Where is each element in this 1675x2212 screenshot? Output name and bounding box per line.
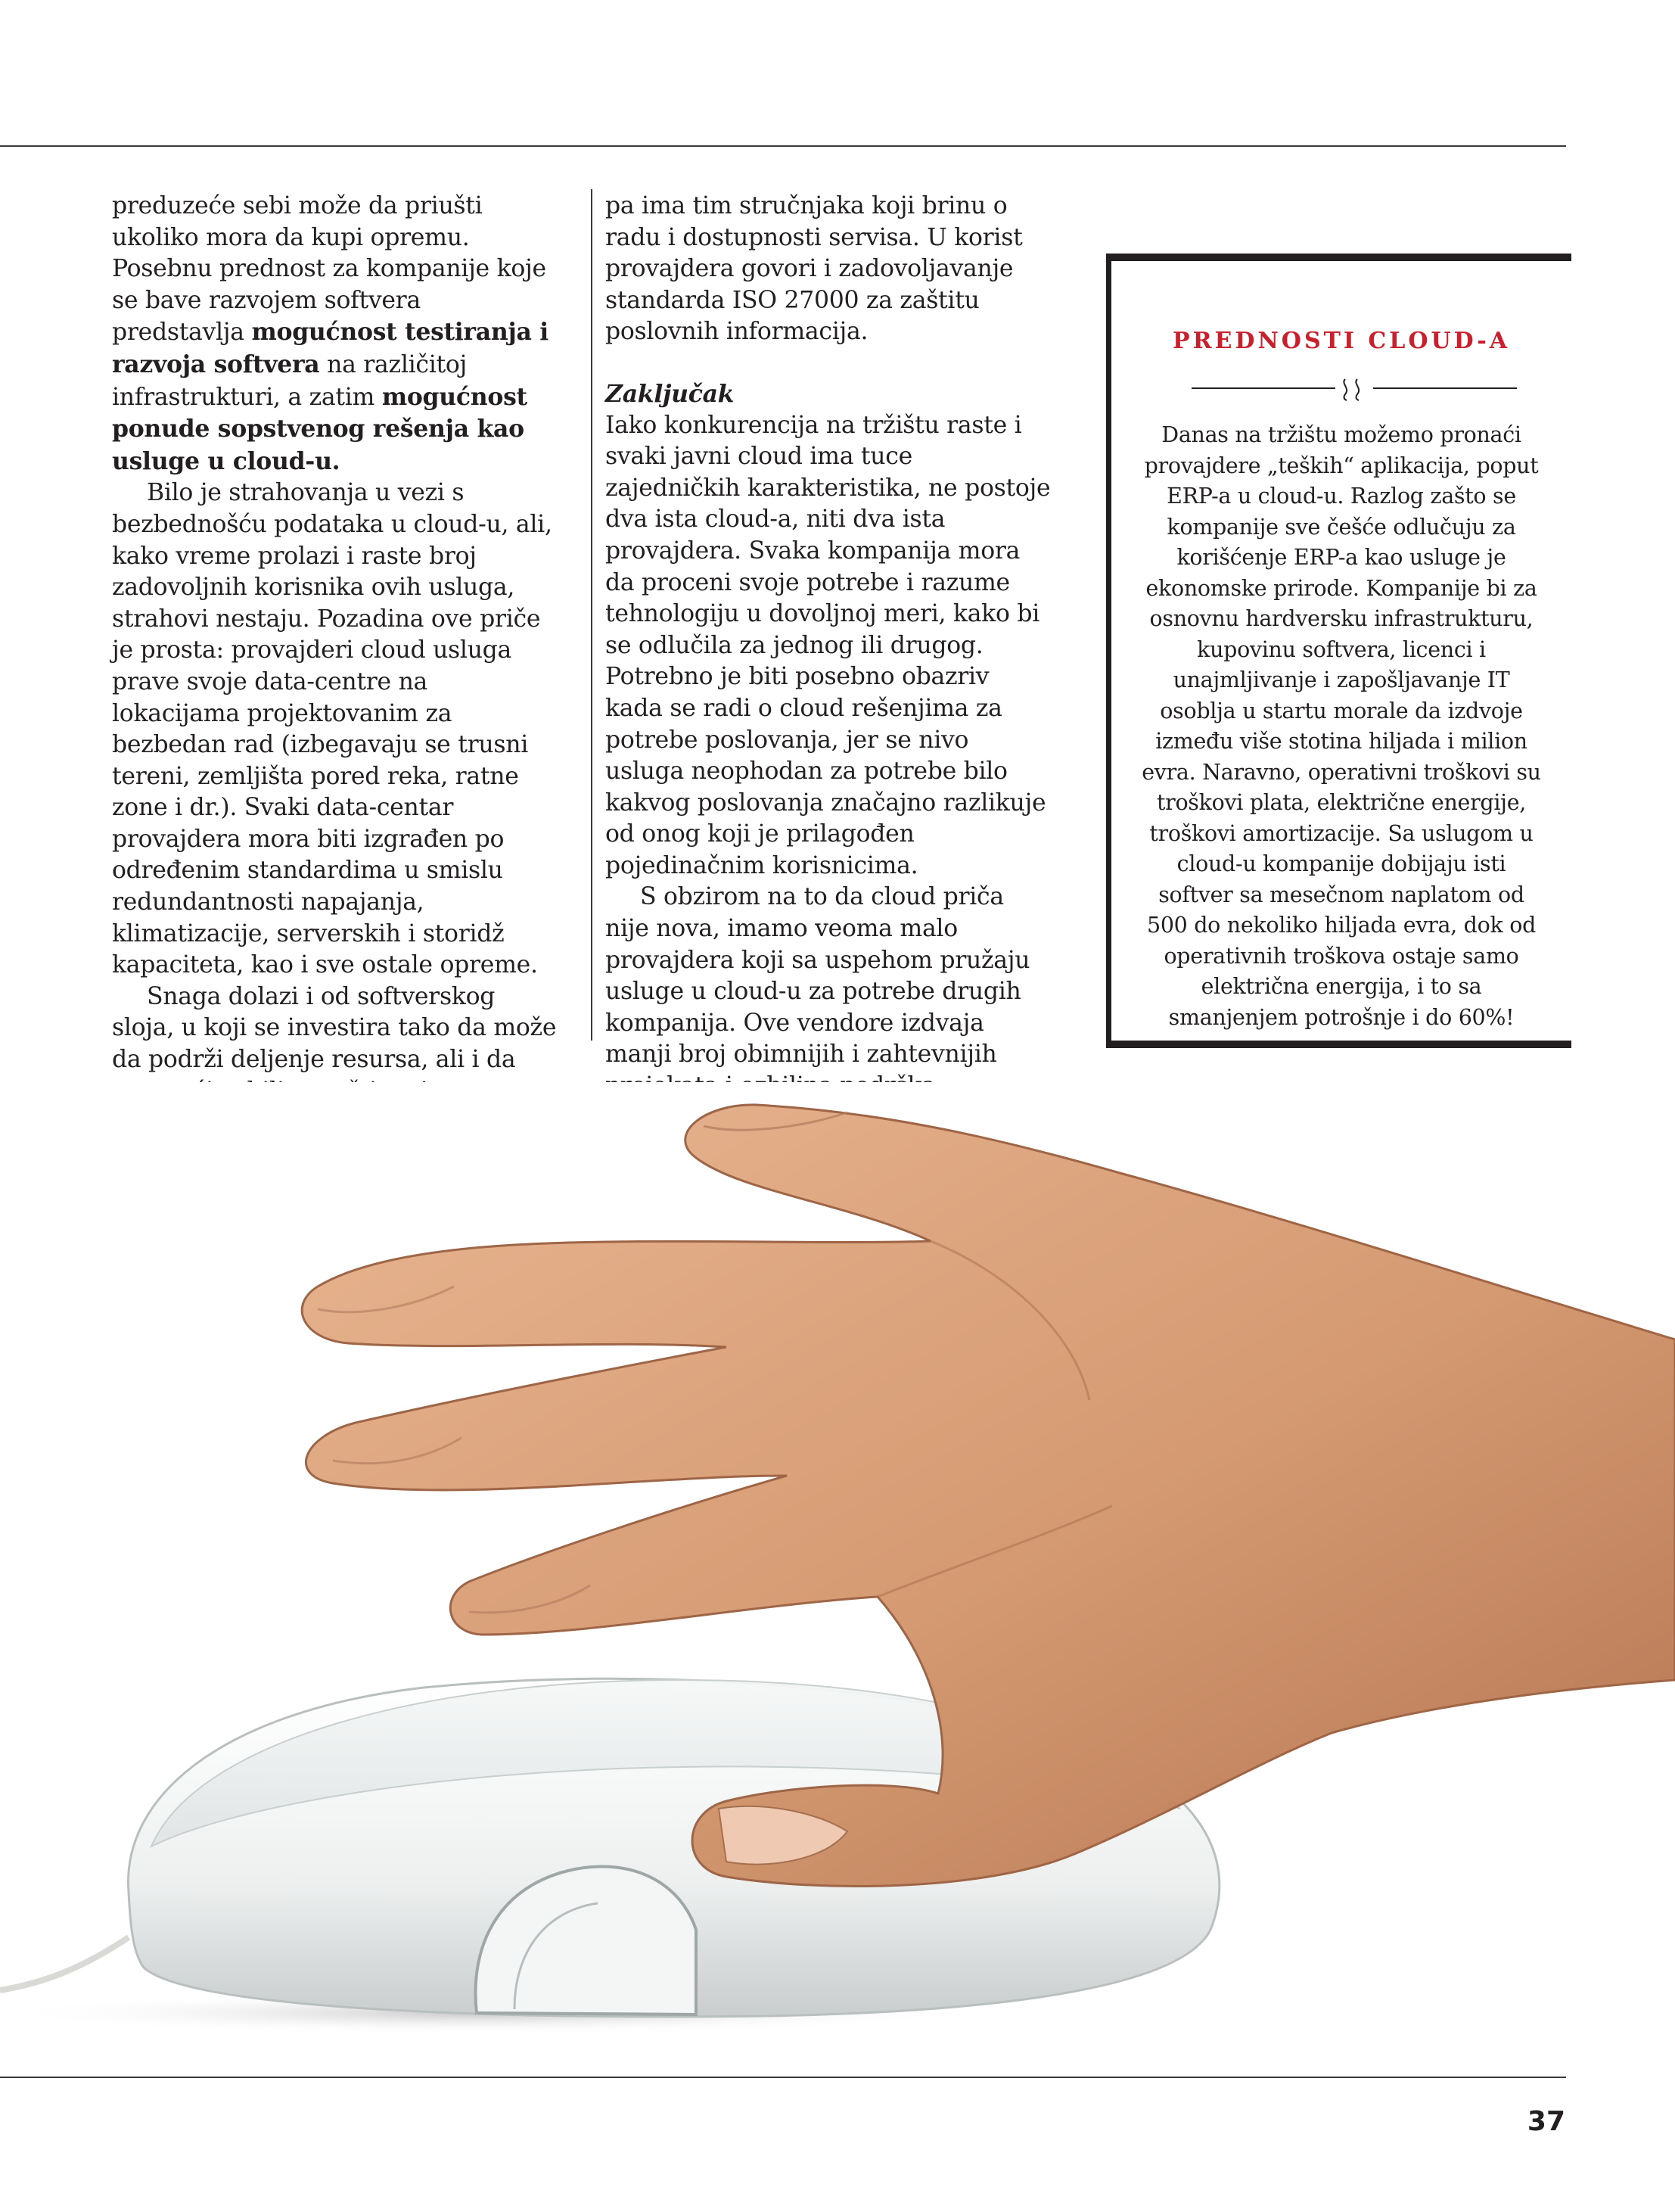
- page-number: 37: [1527, 2106, 1565, 2137]
- sidebar-body: Danas na tržištu možemo pronaći provajdere „teških“ aplikacija, poput ERP-a u cloud-u. Razlog zašto se kompanije sve češće odlučuju za korišćenje ERP-a kao usluge je ekonomske prirode. Kompanije bi za osnovnu hardversku infrastrukturu, kupovinu softvera, licenci i unajmljivanje i zapošljavanje IT osoblja u startu morale da izdvoje između više stotina hiljada i milion evra. Naravno, operativni troškovi su troškovi plata, električne energije, troškovi amortizacije. Sa uslugom u cloud-u kompanije dobijaju isti softver sa mesečnom naplatom od 500 do nekoliko hiljada evra, dok od operativnih troškova ostaje samo električna energija, i to sa smanjenjem potrošnje i do 60%!: [1142, 422, 1541, 1030]
- sidebar-title: PREDNOSTI CLOUD-A: [1173, 328, 1510, 354]
- paragraph: [112, 191, 558, 478]
- paragraph: Bilo je strahovanja u vezi s bezbednošću podataka u cloud-u, ali, kako vreme prolazi i raste broj zadovoljnih korisnika ovih usluga, strahovi nestaju. Pozadina ove priče je prosta: provajderi cloud usluga prave svoje data-centre na lokacijama projektovanim za bezbedan rad (izbegavaju se trusni tereni, zemljišta pored reka, ratne zone i dr.). Svaki data-centar provajdera mora biti izgrađen po određenim standardima u smislu redundantnosti napajanja, klimatizacije, serverskih i storidž kapaciteta, kao i sve ostale opreme.: [112, 479, 552, 979]
- text-run: na različitoj infrastrukturi, a zatim: [112, 350, 467, 411]
- column-divider: [591, 189, 592, 1041]
- ornament-divider-icon: [1192, 373, 1517, 403]
- paragraph: Iako konkurencija na tržištu raste i svaki javni cloud ima tuce zajedničkih karakteristika, ne postoje dva ista cloud-a, niti dva ista provajdera. Svaka kompanija mora da proceni svoje potrebe i razume tehnologiju u dovoljnoj meri, kako bi se odlučila za jednog ili drugog. Potrebno je biti posebno obazriv kada se radi o cloud rešenjima za potrebe poslovanja, jer se nivo usluga neophodan za potrebe bilo kakvog poslovanja značajno razlikuje od onog koji je prilagođen pojedinačnim korisnicima.: [605, 411, 1051, 879]
- top-rule: [0, 145, 1566, 147]
- bold-run: mogućnost ponude sopstvenog rešenja kao usluge u cloud-u.: [112, 382, 527, 475]
- sidebar-box: [1106, 254, 1571, 1048]
- article-column-2: [605, 191, 1052, 1165]
- article-column-1: [112, 191, 558, 1170]
- paragraph: pa ima tim stručnjaka koji brinu o radu i dostupnosti servisa. U korist provajdera govori i zadovoljavanje standarda ISO 27000 za zaštitu poslovnih informacija.: [605, 192, 1023, 346]
- hand-on-mouse-photo: [0, 1082, 1675, 2058]
- paragraph: S obzirom na to da cloud priča nije nova, imamo veoma malo provajdera koji sa uspehom pružaju usluge u cloud-u za potrebe drugih kompanija. Ove vendore izdvaja manji broj obimnijih i zahtevnijih: [605, 883, 1030, 1069]
- bold-run: mogućnost testiranja i razvoja softvera: [112, 318, 548, 378]
- bottom-rule: [0, 2077, 1566, 2078]
- paragraph: Snaga dolazi i od softverskog sloja, u koji se investira tako da može da podrži deljenje resursa, ali i da: [112, 982, 557, 1074]
- subheading: Zaključak: [605, 379, 735, 408]
- text-run: preduzeće sebi može da priušti ukoliko mora da kupi opremu. Posebnu prednost za kompanije koje se bave razvojem softvera predstavlja: [112, 192, 546, 347]
